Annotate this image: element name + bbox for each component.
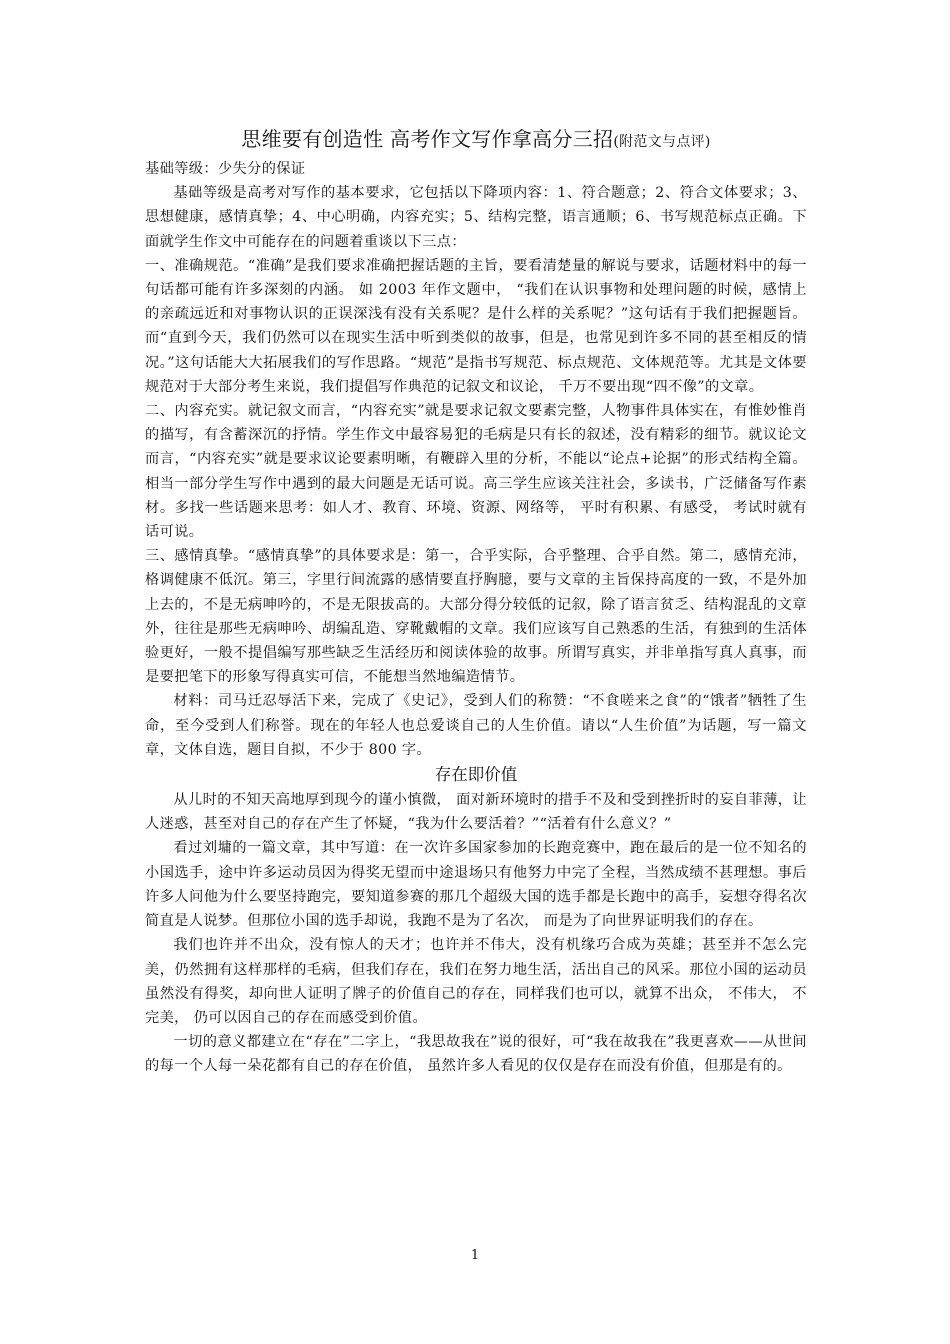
essay-paragraph-3: 我们也许并不出众，没有惊人的天才；也许并不伟大，没有机缘巧合成为英雄；甚至并不怎么完美，仍然拥有这样那样的毛病，但我们存在，我们在努力地生活，活出自己的风采。那位小国的运动员虽然没有得奖，却向世人证明了牌子的价值自己的存在，同样我们也可以，就算不出众， 不伟大， 不完美， 仍可以因自己的存在而感受到价值。	[145, 937, 807, 1026]
page-number: 1	[470, 1248, 480, 1263]
document-body	[145, 124, 807, 1079]
document-title	[145, 124, 807, 157]
point-two-paragraph: 二、内容充实。就记叙文而言，“内容充实”就是要求记叙文要素完整，人物事件具体实在，有惟妙惟肖的描写，有含蓄深沉的抒情。学生作文中最容易犯的毛病是只有长的叙述，没有精彩的细节。就议论文而言，“内容充实”就是要求议论要素明晰，有鞭辟入里的分析，不能以“论点+论据”的形式结构全篇。相当一部分学生写作中遇到的最大问题是无话可说。高三学生应该关注社会，多读书，广泛储备写作素材。多找一些话题来思考：如人才、教育、环境、资源、网络等， 平时有积累、有感受， 考试时就有话可说。	[145, 403, 807, 541]
point-three-paragraph: 三、感情真挚。“感情真挚”的具体要求是：第一，合乎实际，合乎整理、合乎自然。第二，感情充沛，格调健康不低沉。第三，字里行间流露的感情要直抒胸臆，要与文章的主旨保持高度的一致，不是外加上去的，不是无病呻吟的，不是无限拔高的。大部分得分较低的记叙，除了语言贫乏、结构混乱的文章外，往往是那些无病呻吟、胡编乱造、穿靴戴帽的文章。我们应该写自己熟悉的生活，有独到的生活体验更好，一般不提倡编写那些缺乏生活经历和阅读体验的故事。所谓写真实，并非单指写真人真事，而是要把笔下的形象写得真实可信，不能想当然地编造情节。	[145, 548, 807, 686]
intro-paragraph: 基础等级是高考对写作的基本要求，它包括以下降项内容：1、符合题意；2、符合文体要求；3、思想健康，感情真挚；4、中心明确，内容充实；5、结构完整，语言通顺；6、书写规范标点正确。下面就学生作文中可能存在的问题着重谈以下三点：	[145, 185, 807, 250]
essay-paragraph-2: 看过刘墉的一篇文章，其中写道：在一次许多国家参加的长跑竞赛中，跑在最后的是一位不知名的小国选手，途中许多运动员因为得奖无望而中途退场只有他努力中完了全程，当然成绩不甚理想。事后许多人问他为什么要坚持跑完，要知道参赛的那几个超级大国的选手都是长跑中的高手，妄想夺得名次简直是人说梦。但那位小国的选手却说，我跑不是为了名次， 而是为了向世界证明我们的存在。	[145, 840, 807, 930]
title-main: 思维要有创造性 高考作文写作拿高分三招	[241, 127, 614, 151]
section-heading: 基础等级：少失分的保证	[145, 161, 306, 177]
essay-title: 存在即价值	[434, 765, 518, 785]
point-one-paragraph: 一、准确规范。“准确”是我们要求准确把握话题的主旨，要看清楚量的解说与要求，话题材料中的每一句话都可能有许多深刻的内涵。 如 2003 年作文题中， “我们在认识事物和处理问题的时候，感情上的亲疏远近和对事物认识的正误深浅有没有关系呢？是什么样的关系呢？”这句话有于我们把握题旨。而“直到今天，我们仍然可以在现实生活中听到类似的故事，但是，也常见到许多不同的甚至相反的情况。”这句话能大大拓展我们的写作思路。“规范”是指书写规范、标点规范、文体规范等。尤其是文体要规范对于大部分考生来说，我们提倡写作典范的记叙文和议论， 千万不要出现“四不像”的文章。	[145, 257, 807, 395]
essay-paragraph-4: 一切的意义都建立在“存在”二字上，“我思故我在”说的很好，可“我在故我在”我更喜欢——从世间的每一个人每一朵花都有自己的存在价值， 虽然许多人看见的仅仅是存在而没有价值，但那是有的。	[145, 1034, 807, 1075]
essay-paragraph-1: 从儿时的不知天高地厚到现今的谨小慎微， 面对新环境时的措手不及和受到挫折时的妄自菲薄，让人迷惑，甚至对自己的存在产生了怀疑，“我为什么要活着？”“活着有什么意义？”	[145, 792, 807, 833]
material-paragraph: 材料：司马迁忍辱活下来，完成了《史记》，受到人们的称赞：“不食嗟来之食”的“饿者”牺牲了生命，至今受到人们称誉。现在的年轻人也总爱谈自己的人生价值。请以“人生价值”为话题，写一篇文章，文体自选，题目自拟，不少于 800 字。	[145, 693, 807, 758]
title-note: (附范文与点评)	[613, 134, 711, 150]
